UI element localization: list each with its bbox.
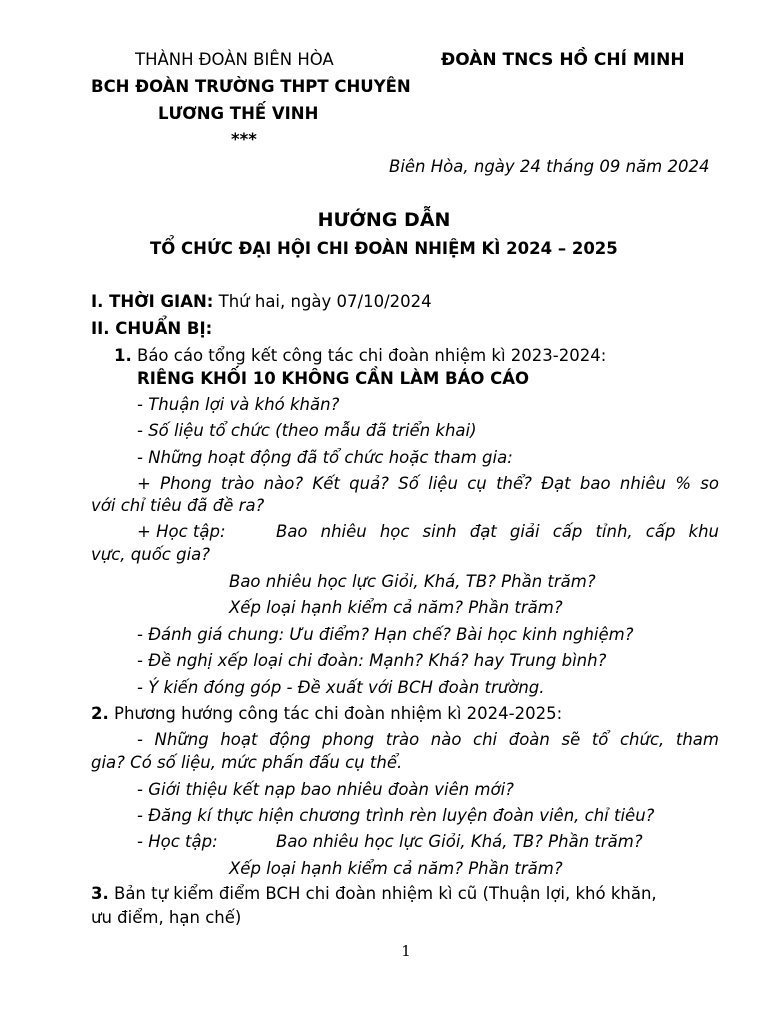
item3-heading	[91, 884, 657, 903]
item1-line: Bao nhiêu học lực Giỏi, Khá, TB? Phần trăm?	[229, 572, 596, 591]
section-time-label: I. THỜI GIAN:	[91, 292, 214, 311]
section-time-value: Thứ hai, ngày 07/10/2024	[213, 292, 432, 311]
item1-line: với chỉ tiêu đã đề ra?	[91, 496, 265, 515]
item1-line: Xếp loại hạnh kiểm cả năm? Phần trăm?	[229, 598, 563, 617]
item1-number: 1.	[114, 346, 132, 365]
section-time	[91, 292, 432, 311]
item1-line: - Thuận lợi và khó khăn?	[137, 395, 340, 414]
item1-line: - Số liệu tổ chức (theo mẫu đã triển khai)	[137, 421, 477, 440]
item1-line: - Những hoạt động đã tổ chức hoặc tham gia:	[137, 448, 513, 467]
item2-line: - Những hoạt động phong trào nào chi đoàn sẽ tổ chức, tham	[137, 730, 719, 749]
item1-line: - Đề nghị xếp loại chi đoàn: Mạnh? Khá? hay Trung bình?	[137, 651, 607, 670]
item1-line: - Đánh giá chung: Ưu điểm? Hạn chế? Bài học kinh nghiệm?	[137, 625, 634, 644]
item1-line: + Phong trào nào? Kết quả? Số liệu cụ thể? Đạt bao nhiêu % so	[137, 474, 719, 493]
item3-text: Bản tự kiểm điểm BCH chi đoàn nhiệm kì cũ (Thuận lợi, khó khăn,	[108, 884, 657, 903]
header-org-city: THÀNH ĐOÀN BIÊN HÒA	[135, 50, 334, 69]
item2-line: - Đăng kí thực hiện chương trình rèn luyện đoàn viên, chỉ tiêu?	[137, 806, 655, 825]
header-org-school-line1: BCH ĐOÀN TRƯỜNG THPT CHUYÊN	[91, 77, 411, 96]
section-preparation-label: II. CHUẨN BỊ:	[91, 319, 213, 338]
item1-line: - Ý kiến đóng góp - Đề xuất với BCH đoàn trường.	[137, 678, 545, 697]
item1-line: vực, quốc gia?	[91, 545, 211, 564]
item1-study-label: + Học tập:	[137, 522, 226, 541]
item2-line: Xếp loại hạnh kiểm cả năm? Phần trăm?	[229, 859, 563, 878]
item2-study-label: - Học tập:	[137, 832, 218, 851]
item1-text: Báo cáo tổng kết công tác chi đoàn nhiệm kì 2023-2024:	[131, 346, 607, 365]
document-subtitle: TỔ CHỨC ĐẠI HỘI CHI ĐOÀN NHIỆM KÌ 2024 – 2025	[150, 239, 618, 258]
item1-heading	[114, 346, 606, 365]
item2-line: - Giới thiệu kết nạp bao nhiêu đoàn viên mới?	[137, 780, 514, 799]
item2-text: Phương hướng công tác chi đoàn nhiệm kì 2024-2025:	[108, 704, 563, 723]
document-title: HƯỚNG DẪN	[317, 209, 451, 231]
page-number: 1	[401, 942, 411, 960]
item3-text-continued: ưu điểm, hạn chế)	[91, 908, 242, 927]
header-org-union: ĐOÀN TNCS HỒ CHÍ MINH	[441, 50, 685, 70]
item2-line: Bao nhiêu học lực Giỏi, Khá, TB? Phần trăm?	[276, 832, 643, 851]
item1-note: RIÊNG KHỐI 10 KHÔNG CẦN LÀM BÁO CÁO	[137, 369, 530, 388]
item2-number: 2.	[91, 704, 109, 723]
item2-line: gia? Có số liệu, mức phấn đấu cụ thể.	[91, 753, 403, 772]
header-org-school-line2: LƯƠNG THẾ VINH	[158, 104, 319, 123]
header-stars: ***	[231, 130, 257, 149]
item1-line: Bao nhiêu học sinh đạt giải cấp tỉnh, cấp khu	[276, 522, 719, 541]
item3-number: 3.	[91, 884, 109, 903]
date-line: Biên Hòa, ngày 24 tháng 09 năm 2024	[389, 157, 710, 176]
item2-heading	[91, 704, 562, 723]
